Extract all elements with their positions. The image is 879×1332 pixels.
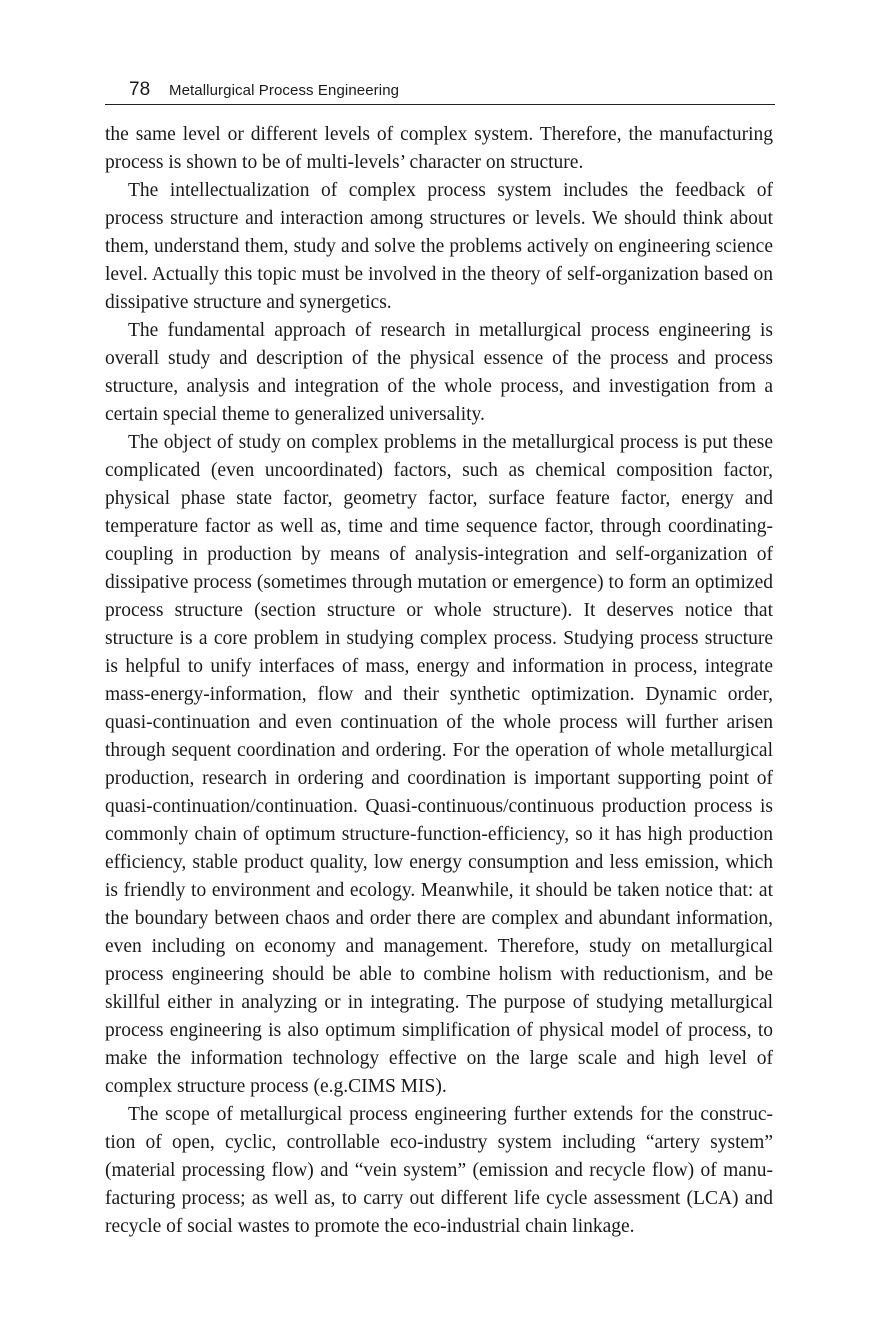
page-number: 78 <box>129 79 151 100</box>
paragraph-intellectualization: The intellectualization of complex process system includes the feedback of process structure and interaction among structures or levels. We should think about them, understand them, study and solve the problems actively on engineering science level. Actually this topic must be involved in the theory of self-organization based on dissipative structure and synergetics. <box>105 180 773 313</box>
paragraph-object-of-study: The object of study on complex problems in the metallurgical process is put these complicated (even uncoordinated) factors, such as chemical composition factor, physical phase state factor, geometry factor, surface feature factor, energy and temperature factor as well as, time and time sequence factor, through coordinating-coupling in production by means of analysis-integration and self-organization of dissipative process (sometimes through mutation or emergence) to form an optimized process structure (section structure or whole structure). It deserves notice that structure is a core problem in studying complex process. Studying process structure is helpful to unify interfaces of mass, energy and information in process, integrate mass-energy-information, flow and their synthetic optimization. Dynamic order, quasi-continuation and even continuation of the whole process will further arisen through sequent coordination and ordering. For the operation of whole metallurgical production, research in ordering and coordination is important supporting point of quasi-continuation/continuation. Quasi-continuous/continuous production process is commonly chain of optimum structure-function-efficiency, so it has high production efficiency, stable product quality, low energy consumption and less emission, which is friendly to environment and ecology. Meanwhile, it should be taken notice that: at the boundary between chaos and order there are complex and abundant information, even including on economy and management. Therefore, study on metallurgical process engineering should be able to combine holism with reductionism, and be skillful either in analyzing or in integrating. The purpose of studying metallurgical process engineering is also optimum simplification of physical model of process, to make the information technology effective on the large scale and high level of complex structure process (e.g.CIMS MIS). <box>105 432 773 1097</box>
paragraph-fundamental-approach: The fundamental approach of research in metallurgical process engineering is overall study and description of the physical essence of the process and process structure, analysis and integration of the whole process, and investigation from a certain special theme to generalized universality. <box>105 320 773 425</box>
paragraph-continued: the same level or different levels of complex system. Therefore, the manufacturing process is shown to be of multi-levels’ character on structure. <box>105 124 773 173</box>
paragraph-scope: The scope of metallurgical process engineering further extends for the construction of open, cyclic, controllable eco-industry system including “artery system” (material processing flow) and “vein system” (emission and recycle flow) of manufacturing process; as well as, to carry out different life cycle assessment (LCA) and recycle of social wastes to promote the eco-industrial chain linkage. <box>105 1104 773 1237</box>
body-text <box>105 121 773 1241</box>
running-header <box>105 78 775 105</box>
running-title: Metallurgical Process Engineering <box>169 82 400 99</box>
